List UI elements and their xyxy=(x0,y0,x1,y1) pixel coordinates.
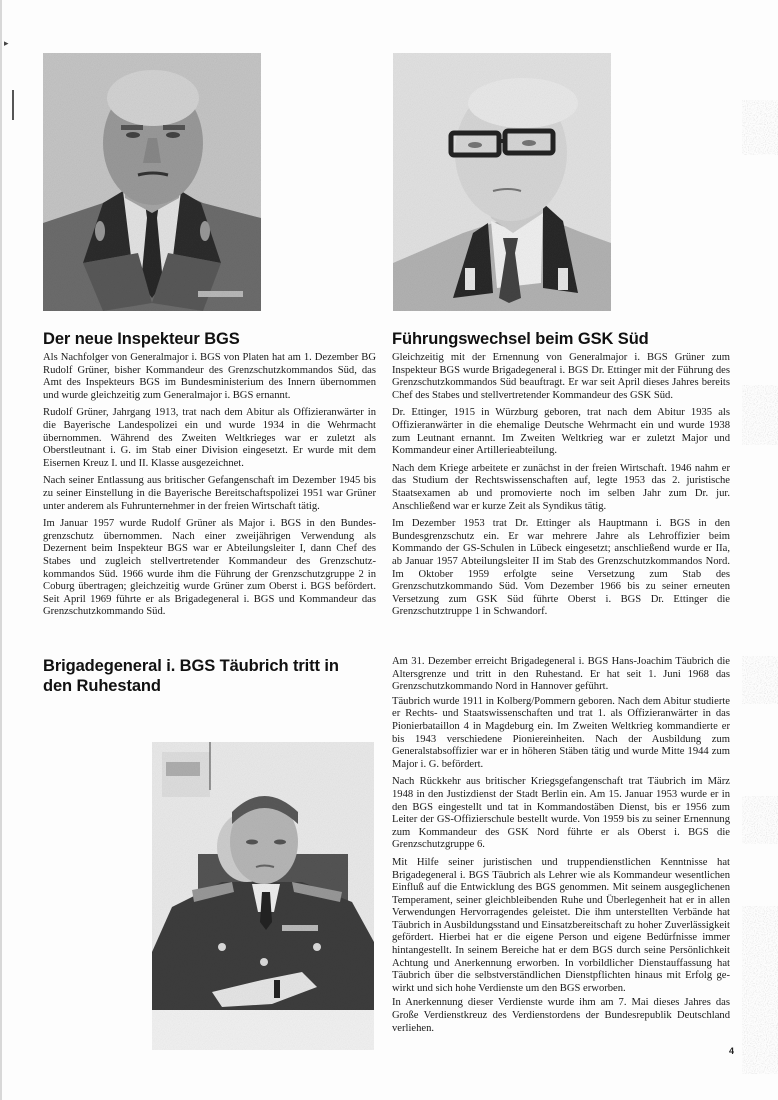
paragraph: Nach Rückkehr aus britischer Kriegsgefangenschaft trat Täubrich im März 1948 in den Justizdienst der Stadt Berlin ein. Am 15. Januar 1953 wurde er in den BGS eingestellt und tat in Kommandostäben Dienst, bis er 1956 zum Leiter der GS-Offizierschule bestellt wurde. Von 1959 bis zu seiner Ernennung zum Kommandeur des GSK Nord führte er als Oberst i. BGS die Grenzschutzgruppe 6. xyxy=(392,776,730,851)
paragraph: Mit Hilfe seiner juristischen und truppendienstlichen Kenntnisse hat Brigadegeneral i. BGS Täubrich als Lehrer wie als Kommandeur wesentlichen Einfluß auf die Entwicklung des BGS genommen. Mit seinem ausgeglichenen Temperament, seiner gleichbleibenden Ruhe und Überlegenheit hat er in allen Verwendungen Hervorragendes geleistet. Die ihm unterstellten Verbände hat Täubrich in Ausbildungsstand und Einsatzbereitschaft zu hoher Zuverlässigkeit gefördert. Hierbei hat er die eigene Person und eigene Bedürfnisse immer hintangestellt. In seinem Bereiche hat er dem BGS durch seine Persönlichkeit Achtung und Anerkennung erworben. In vorbildlicher Dienstauffassung hat Täubrich über die selbstverständlichen Dienstpflichten hinaus mit Erfolg gewirkt und sich hohe Verdienste um den BGS erworben. xyxy=(392,856,730,994)
paragraph: Gleichzeitig mit der Ernennung von Generalmajor i. BGS Grüner zum Inspekteur BGS wurde Brigadegeneral i. BGS Dr. Ettinger mit der Führung des Grenzschutzkommandos Süd beauftragt. Er war seit April dieses Jahres bereits Chef des Stabes und stellvertretender Kommandeur des GSK Süd. xyxy=(392,352,730,401)
paragraph: Im Januar 1957 wurde Rudolf Grüner als Major i. BGS in den Bundesgrenzschutz übernommen. Nach einer zweijährigen Verwendung als Dezernent beim Inspekteur BGS war er Abteilungsleiter I, dann Chef des Stabes und zugleich stellvertretender Kommandeur des Grenzschutzkommandos Süd. 1966 wurde ihm die Führung der Grenzschutzgruppe 2 in Coburg übertragen; gleichzeitig wurde Grüner zum Oberst i. BGS befördert. Seit April 1969 führte er als Brigadegeneral i. BGS und Kommandeur das Grenzschutzkommando Süd. xyxy=(43,518,376,618)
headline-taeubrich: Brigadegeneral i. BGS Täubrich tritt in den Ruhestand xyxy=(43,657,339,695)
scan-edge xyxy=(0,0,2,1100)
paragraph: Als Nachfolger von Generalmajor i. BGS von Platen hat am 1. Dezember BG Rudolf Grüner, bisher Kommandeur des Grenzschutzkommandos Süd, das Amt des Inspekteurs BGS im Bundesministerium des Innern übernommen und wurde gleichzeitig zum Generalmajor i. BGS ernannt. xyxy=(43,352,376,401)
paragraph: In Anerkennung dieser Verdienste wurde ihm am 7. Mai dieses Jahres das Große Verdienstkreuz des Verdienstordens der Bundesrepublik Deutschland verliehen. xyxy=(392,997,730,1034)
scan-stroke xyxy=(12,90,14,120)
page-number: 4 xyxy=(729,1046,735,1056)
photo-gruener xyxy=(43,53,261,311)
paragraph: Am 31. Dezember erreicht Brigadegeneral i. BGS Hans-Joachim Täubrich die Altersgrenze und tritt in den Ruhestand. Er hat seit 1. Juni 1968 das Grenzschutzkommando Nord in Hannover geführt. xyxy=(392,656,730,693)
paragraph: Nach dem Kriege arbeitete er zunächst in der freien Wirtschaft. 1946 nahm er das Studium der Rechtswissenschaften auf, legte 1953 das 2. juristische Staatsexamen ab und promovierte noch im selben Jahr zum Dr. jur. Anschließend war er kurze Zeit als Syndikus tätig. xyxy=(392,462,730,512)
photo-taeubrich xyxy=(152,742,374,1050)
scan-mark: ▸ xyxy=(4,38,9,48)
paragraph: Im Dezember 1953 trat Dr. Ettinger als Hauptmann i. BGS in den Bundesgrenzschutz ein. Er war mehrere Jahre als Lehroffizier beim Kommando der GS-Schulen in Lübeck eingesetzt; anschließend wurde er IIa, ab Januar 1957 Abteilungsleiter II im Stab des Grenzschutzkommandos Nord. Im Oktober 1959 erfolgte seine Versetzung zum Stab des Grenzschutzkommando Süd. Vom Dezember 1966 bis zu seiner erneuten Versetzung zum GSK Süd führte Oberst i. BGS Dr. Ettinger die Grenzschutztruppe 1 in Schwandorf. xyxy=(392,518,730,618)
article-inspekteur-body xyxy=(43,352,376,624)
paragraph: Nach seiner Entlassung aus britischer Gefangenschaft im Dezember 1945 bis zu seiner Einstellung in die Bayerische Bereitschaftspolizei 1951 war Grüner unter anderem als Fuhrunternehmer in der freien Wirtschaft tätig. xyxy=(43,475,376,512)
article-fuehrungswechsel-body xyxy=(392,352,730,624)
headline-fuehrungswechsel: Führungswechsel beim GSK Süd xyxy=(392,330,649,348)
paragraph: Täubrich wurde 1911 in Kolberg/Pommern geboren. Nach dem Abitur studierte er Rechts- und Staatswissenschaften und trat 1. als Offizieranwärter in das Pionierbataillon 4 in Magdeburg ein. Im Zweiten Weltkrieg kommandierte er bis 1943 verschiedene Pioniereinheiten. Nach der Ausbildung zum Generalstabsoffizier war er in höheren Stäben tätig und wurde Mitte 1944 zum Major i. G. befördert. xyxy=(392,695,730,770)
scan-noise xyxy=(742,100,778,1100)
paragraph: Dr. Ettinger, 1915 in Würzburg geboren, trat nach dem Abitur 1935 als Offizieranwärter in die ehemalige Deutsche Wehrmacht ein und wurde 1938 zum Leutnant ernannt. Im Zweiten Weltkrieg war er zuletzt Major und Kommandeur einer Artillerieabteilung. xyxy=(392,407,730,457)
headline-inspekteur: Der neue Inspekteur BGS xyxy=(43,330,240,348)
paragraph: Rudolf Grüner, Jahrgang 1913, trat nach dem Abitur als Offizieranwärter in die Bayerische Landespolizei ein und wurde 1934 in die Wehrmacht übernommen. Während des Zweiten Weltkrieges war er zuletzt als Oberstleutnant i. G. im Stab einer Division eingesetzt. Er wurde mit dem Eisernen Kreuz I. und II. Klasse ausgezeichnet. xyxy=(43,407,376,469)
article-taeubrich-body xyxy=(392,656,730,1040)
photo-ettinger xyxy=(393,53,611,311)
